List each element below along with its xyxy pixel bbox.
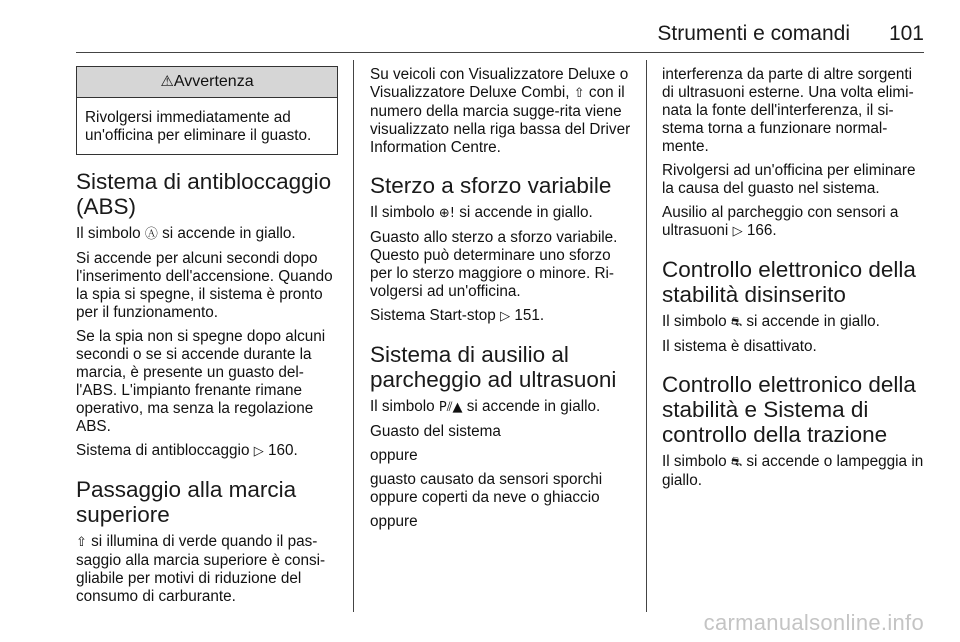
parking-paragraph-8: Ausilio al parcheggio con sensori a ultrasuoni ▷ 166. (662, 204, 899, 239)
section-title-parking: Sistema di ausilio al parcheggio ad ultrasuoni (370, 342, 617, 392)
steering-paragraph-2: Guasto allo sterzo a sforzo variabile. Questo può determinare uno sforzo per lo sterzo maggiore o minore. Ri-volgersi ad un'officina. (370, 229, 618, 300)
parking-paragraph-7: Rivolgersi ad un'officina per eliminare la causa del guasto nel sistema. (662, 162, 916, 197)
abs-paragraph-1: Il simbolo Ⓐ si accende in giallo. (76, 225, 296, 242)
section-title-abs: Sistema di antibloccaggio (ABS) (76, 169, 332, 219)
parking-paragraph-1: Il simbolo P⫽▲ si accende in giallo. (370, 398, 601, 415)
abs-paragraph-3: Se la spia non si spegne dopo alcuni secondi o se si accende durante la marcia, è presente un guasto del-l'ABS. L'impianto frenante rimane operativo, ma senza la regolazione ABS. (76, 328, 326, 435)
abs-paragraph-2: Si accende per alcuni secondi dopo l'inserimento dell'accensione. Quando la spia si spegne, il sistema è pronto per il funzionamento. (76, 250, 333, 321)
warning-title: Avvertenza (173, 73, 254, 90)
warning-triangle-icon: ⚠ (160, 72, 174, 90)
column-divider-2 (646, 60, 647, 612)
column-1 (76, 66, 338, 612)
abs-warning-icon: Ⓐ (144, 227, 158, 242)
watermark: carmanualsonline.info (703, 610, 924, 635)
column-divider-1 (353, 60, 354, 612)
steering-paragraph-3: Sistema Start-stop ▷ 151. (370, 307, 545, 324)
upshift-paragraph-1: ⇧ si illumina di verde quando il pas-saggio alla marcia superiore è consi-gliabile per motivi di riduzione del consumo di carburante. (76, 533, 326, 605)
upshift-arrow-icon: ⇧ (76, 535, 87, 550)
warning-text: Rivolgersi immediatamente ad un'officina per eliminare il guasto. (85, 109, 312, 144)
steering-paragraph-1: Il simbolo ⊕! si accende in giallo. (370, 204, 593, 221)
parking-paragraph-6: interferenza da parte di altre sorgenti di ultrasuoni esterne. Una volta elimi-nata la fonte dell'interferenza, il si-stema torna a funzionare normal-mente. (662, 66, 914, 155)
upshift-paragraph-2: Su veicoli con Visualizzatore Deluxe o Visualizzatore Deluxe Combi, ⇧ con il numero della marcia sugge-rita viene visualizzato nella riga bassa del Driver Information Centre. (370, 66, 631, 156)
page-header-title: Strumenti e comandi (657, 22, 850, 45)
esc-tc-icon: ⛐ (730, 455, 743, 470)
parking-paragraph-5: oppure (370, 513, 418, 530)
abs-paragraph-4: Sistema di antibloccaggio ▷ 160. (76, 442, 298, 459)
section-title-esc-tc: Controllo elettronico della stabilità e Sistema di controllo della trazione (662, 372, 916, 447)
esc-off-icon: ⛐ (730, 315, 743, 330)
esc-off-paragraph-1: Il simbolo ⛐ si accende in giallo. (662, 313, 880, 330)
section-title-upshift: Passaggio alla marcia superiore (76, 477, 297, 527)
parking-paragraph-4: guasto causato da sensori sporchi oppure coperti da neve o ghiaccio (370, 471, 603, 506)
column-3 (662, 66, 926, 496)
warning-body (77, 98, 337, 154)
warning-header (77, 67, 337, 98)
parking-paragraph-3: oppure (370, 447, 418, 464)
warning-box (76, 66, 338, 155)
esc-tc-paragraph-1: Il simbolo ⛐ si accende o lampeggia in giallo. (662, 453, 924, 489)
page-reference-arrow-icon: ▷ (732, 224, 743, 239)
section-title-esc-off: Controllo elettronico della stabilità disinserito (662, 257, 916, 307)
parking-assist-icon: P⫽▲ (438, 400, 463, 415)
page-reference-arrow-icon: ▷ (253, 444, 264, 459)
steering-warning-icon: ⊕! (438, 206, 455, 221)
section-title-steering: Sterzo a sforzo variabile (370, 173, 612, 198)
column-2 (370, 66, 632, 537)
header-rule (76, 52, 924, 53)
upshift-arrow-icon: ⇧ (573, 86, 585, 101)
page-reference-arrow-icon: ▷ (500, 309, 511, 324)
page-number: 101 (888, 22, 924, 45)
esc-off-paragraph-2: Il sistema è disattivato. (662, 338, 817, 355)
parking-paragraph-2: Guasto del sistema (370, 423, 501, 440)
